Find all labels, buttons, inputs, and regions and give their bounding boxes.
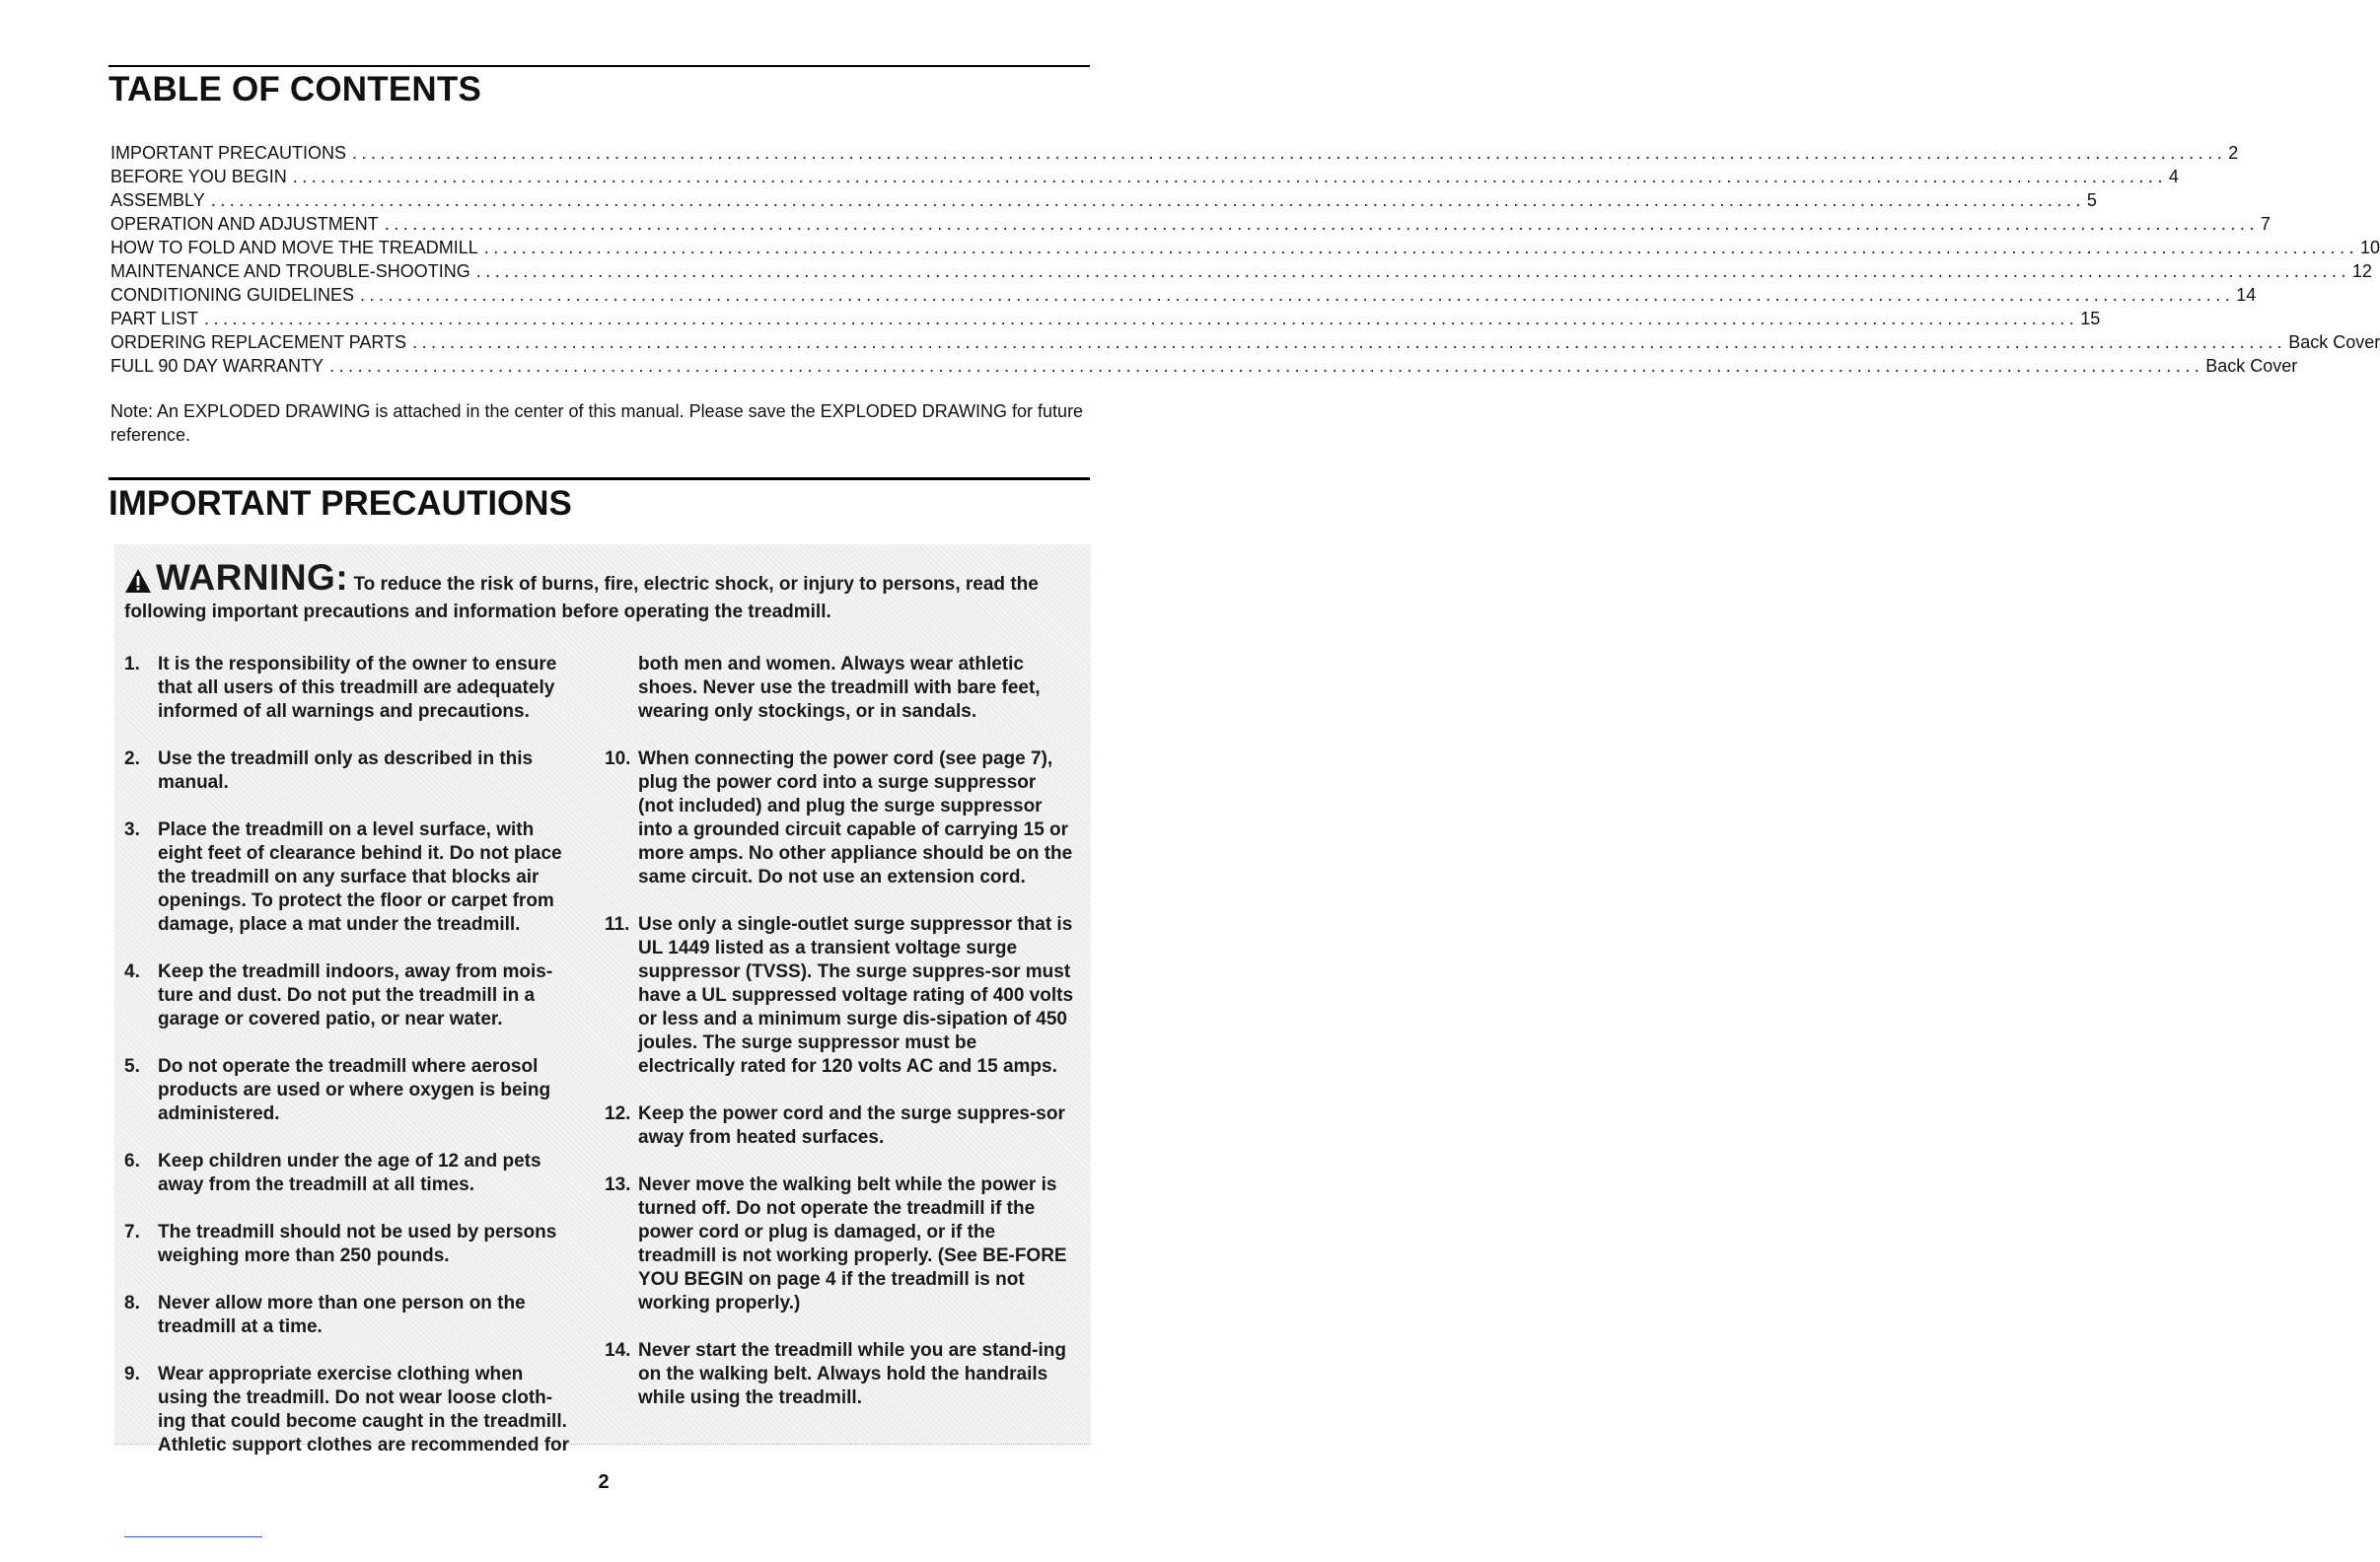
toc-entry-page: 12: [2351, 261, 2372, 281]
precaution-number: 8.: [124, 1293, 140, 1314]
toc-list: [110, 141, 2380, 378]
precaution-number: 1.: [124, 654, 140, 674]
toc-entry: [110, 165, 2179, 188]
precaution-item: [124, 1292, 578, 1339]
toc-entry-title: ORDERING REPLACEMENT PARTS: [110, 332, 407, 352]
precaution-item: [605, 747, 1076, 889]
warning-panel: [114, 544, 1091, 1456]
toc-entry: [110, 141, 2239, 165]
precaution-item: [605, 1173, 1076, 1315]
precaution-text: Keep the power cord and the surge suppres-sor away from heated surfaces.: [638, 1103, 1065, 1148]
toc-leader-dots: ........................................................................................................................................................................................................: [352, 143, 2227, 163]
precaution-number: 13.: [605, 1174, 631, 1195]
toc-entry: [110, 236, 2380, 259]
warning-header: [124, 557, 1083, 624]
precaution-number: 4.: [124, 961, 140, 982]
toc-entry-title: ASSEMBLY: [110, 190, 205, 210]
top-rule: [108, 65, 1090, 67]
precaution-item: [124, 1363, 578, 1457]
toc-entry-page: Back Cover: [2205, 356, 2298, 376]
toc-entry: [110, 188, 2097, 212]
toc-entry: [110, 212, 2271, 236]
section-rule: [108, 477, 1090, 480]
precaution-text: Do not operate the treadmill where aerosol products are used or where oxygen is being administered.: [158, 1056, 551, 1124]
precaution-number: 9.: [124, 1364, 140, 1384]
precaution-text: Keep children under the age of 12 and pets away from the treadmill at all times.: [158, 1151, 541, 1195]
toc-leader-dots: ........................................................................................................................................................................................................: [204, 309, 2079, 328]
toc-entry-title: MAINTENANCE AND TROUBLE-SHOOTING: [110, 261, 470, 281]
toc-entry-page: 5: [2086, 190, 2097, 210]
precaution-number: 11.: [605, 914, 630, 935]
precaution-text: It is the responsibility of the owner to ensure that all users of this treadmill are adequately informed of all warnings and precautions.: [158, 654, 557, 722]
toc-leader-dots: ........................................................................................................................................................................................................: [483, 238, 2358, 257]
toc-leader-dots: ........................................................................................................................................................................................................: [412, 332, 2287, 352]
precaution-number: 2.: [124, 748, 140, 769]
warning-text: To reduce the risk of burns, fire, electric shock, or injury to persons, read the following important precautions and information before operating the treadmill.: [124, 574, 1039, 622]
precaution-item: [605, 1102, 1076, 1150]
toc-entry: [110, 307, 2101, 330]
precaution-text: Wear appropriate exercise clothing when using the treadmill. Do not wear loose cloth-ing that could become caught in the treadmill. Athletic support clothes are recommended for: [158, 1364, 570, 1456]
precaution-item: [605, 1339, 1076, 1410]
warning-triangle-icon: [124, 568, 152, 601]
precaution-text: Use only a single-outlet surge suppressor that is UL 1449 listed as a transient voltage surge suppressor (TVSS). The surge suppres-sor must have a UL suppressed voltage rating of 400 volts or less and a minimum surge dis-sipation of 450 joules. The surge suppressor must be electrically rated for 120 volts AC and 15 amps.: [638, 914, 1074, 1077]
toc-leader-dots: ........................................................................................................................................................................................................: [210, 190, 2085, 210]
precaution-text: Never start the treadmill while you are stand-ing on the walking belt. Always hold the handrails while using the treadmill.: [638, 1340, 1066, 1408]
precaution-item: [124, 960, 578, 1031]
precautions-heading: IMPORTANT PRECAUTIONS: [108, 484, 572, 523]
precaution-item: [124, 1150, 578, 1197]
toc-leader-dots: ........................................................................................................................................................................................................: [384, 214, 2259, 234]
precaution-text: The treadmill should not be used by persons weighing more than 250 pounds.: [158, 1222, 557, 1266]
toc-entry-page: 14: [2236, 285, 2257, 305]
toc-entry-title: FULL 90 DAY WARRANTY: [110, 356, 325, 376]
precaution-text: both men and women. Always wear athletic shoes. Never use the treadmill with bare feet, wearing only stockings, or in sandals.: [638, 654, 1041, 722]
precaution-number: 3.: [124, 819, 140, 840]
precaution-number: 10.: [605, 748, 631, 769]
precaution-number: 5.: [124, 1056, 140, 1077]
toc-entry-title: OPERATION AND ADJUSTMENT: [110, 214, 379, 234]
footer-rule: [124, 1536, 262, 1537]
precaution-number: 14.: [605, 1340, 631, 1361]
toc-entry-page: 4: [2168, 167, 2179, 186]
precautions-right-column: [605, 653, 1076, 1434]
toc-entry: [110, 330, 2380, 354]
precaution-item: [124, 653, 578, 724]
precaution-text: Place the treadmill on a level surface, with eight feet of clearance behind it. Do not place the treadmill on any surface that blocks air openings. To protect the floor or carpet from damage, place a mat under the treadmill.: [158, 819, 562, 935]
toc-entry-page: 7: [2260, 214, 2271, 234]
toc-leader-dots: ........................................................................................................................................................................................................: [292, 167, 2167, 186]
toc-entry: [110, 354, 2298, 378]
precaution-item: [605, 913, 1076, 1079]
precaution-item: [124, 747, 578, 795]
precaution-number: 6.: [124, 1151, 140, 1172]
toc-entry: [110, 259, 2372, 283]
precaution-text: Never allow more than one person on the treadmill at a time.: [158, 1293, 526, 1337]
toc-entry-page: 10: [2359, 238, 2380, 257]
toc-entry-page: Back Cover: [2288, 332, 2380, 352]
precautions-left-column: [124, 653, 578, 1481]
precaution-text: When connecting the power cord (see page 7), plug the power cord into a surge suppressor (not included) and plug the surge suppressor into a grounded circuit capable of carrying 15 or more amps. No other appliance should be on the same circuit. Do not use an extension cord.: [638, 748, 1073, 888]
toc-entry-page: 15: [2080, 309, 2101, 328]
toc-entry-title: CONDITIONING GUIDELINES: [110, 285, 355, 305]
exploded-drawing-note: Note: An EXPLODED DRAWING is attached in the center of this manual. Please save the EXPLODED DRAWING for future reference.: [110, 401, 1084, 445]
toc-entry-title: IMPORTANT PRECAUTIONS: [110, 143, 347, 163]
toc-leader-dots: ........................................................................................................................................................................................................: [360, 285, 2235, 305]
precaution-text: Never move the walking belt while the power is turned off. Do not operate the treadmill if the power cord or plug is damaged, or if the treadmill is not working properly. (See BE-FORE YOU BEGIN on page 4 if the treadmill is not working properly.): [638, 1174, 1067, 1314]
page-number: 2: [598, 1471, 610, 1493]
toc-heading: TABLE OF CONTENTS: [108, 70, 482, 108]
toc-entry-title: BEFORE YOU BEGIN: [110, 167, 287, 186]
precaution-continuation: [638, 653, 1076, 724]
precaution-number: 12.: [605, 1103, 631, 1124]
precaution-number: 7.: [124, 1222, 140, 1242]
precaution-text: Keep the treadmill indoors, away from mois-ture and dust. Do not put the treadmill in a garage or covered patio, or near water.: [158, 961, 553, 1030]
toc-entry: [110, 283, 2257, 307]
toc-leader-dots: ........................................................................................................................................................................................................: [475, 261, 2350, 281]
toc-entry-title: HOW TO FOLD AND MOVE THE TREADMILL: [110, 238, 478, 257]
precaution-item: [124, 1055, 578, 1126]
precaution-item: [124, 818, 578, 937]
warning-word: WARNING:: [156, 557, 349, 598]
toc-leader-dots: ........................................................................................................................................................................................................: [329, 356, 2204, 376]
toc-entry-page: 2: [2228, 143, 2239, 163]
precaution-text: Use the treadmill only as described in this manual.: [158, 748, 534, 793]
toc-entry-title: PART LIST: [110, 309, 199, 328]
precaution-item: [124, 1221, 578, 1268]
